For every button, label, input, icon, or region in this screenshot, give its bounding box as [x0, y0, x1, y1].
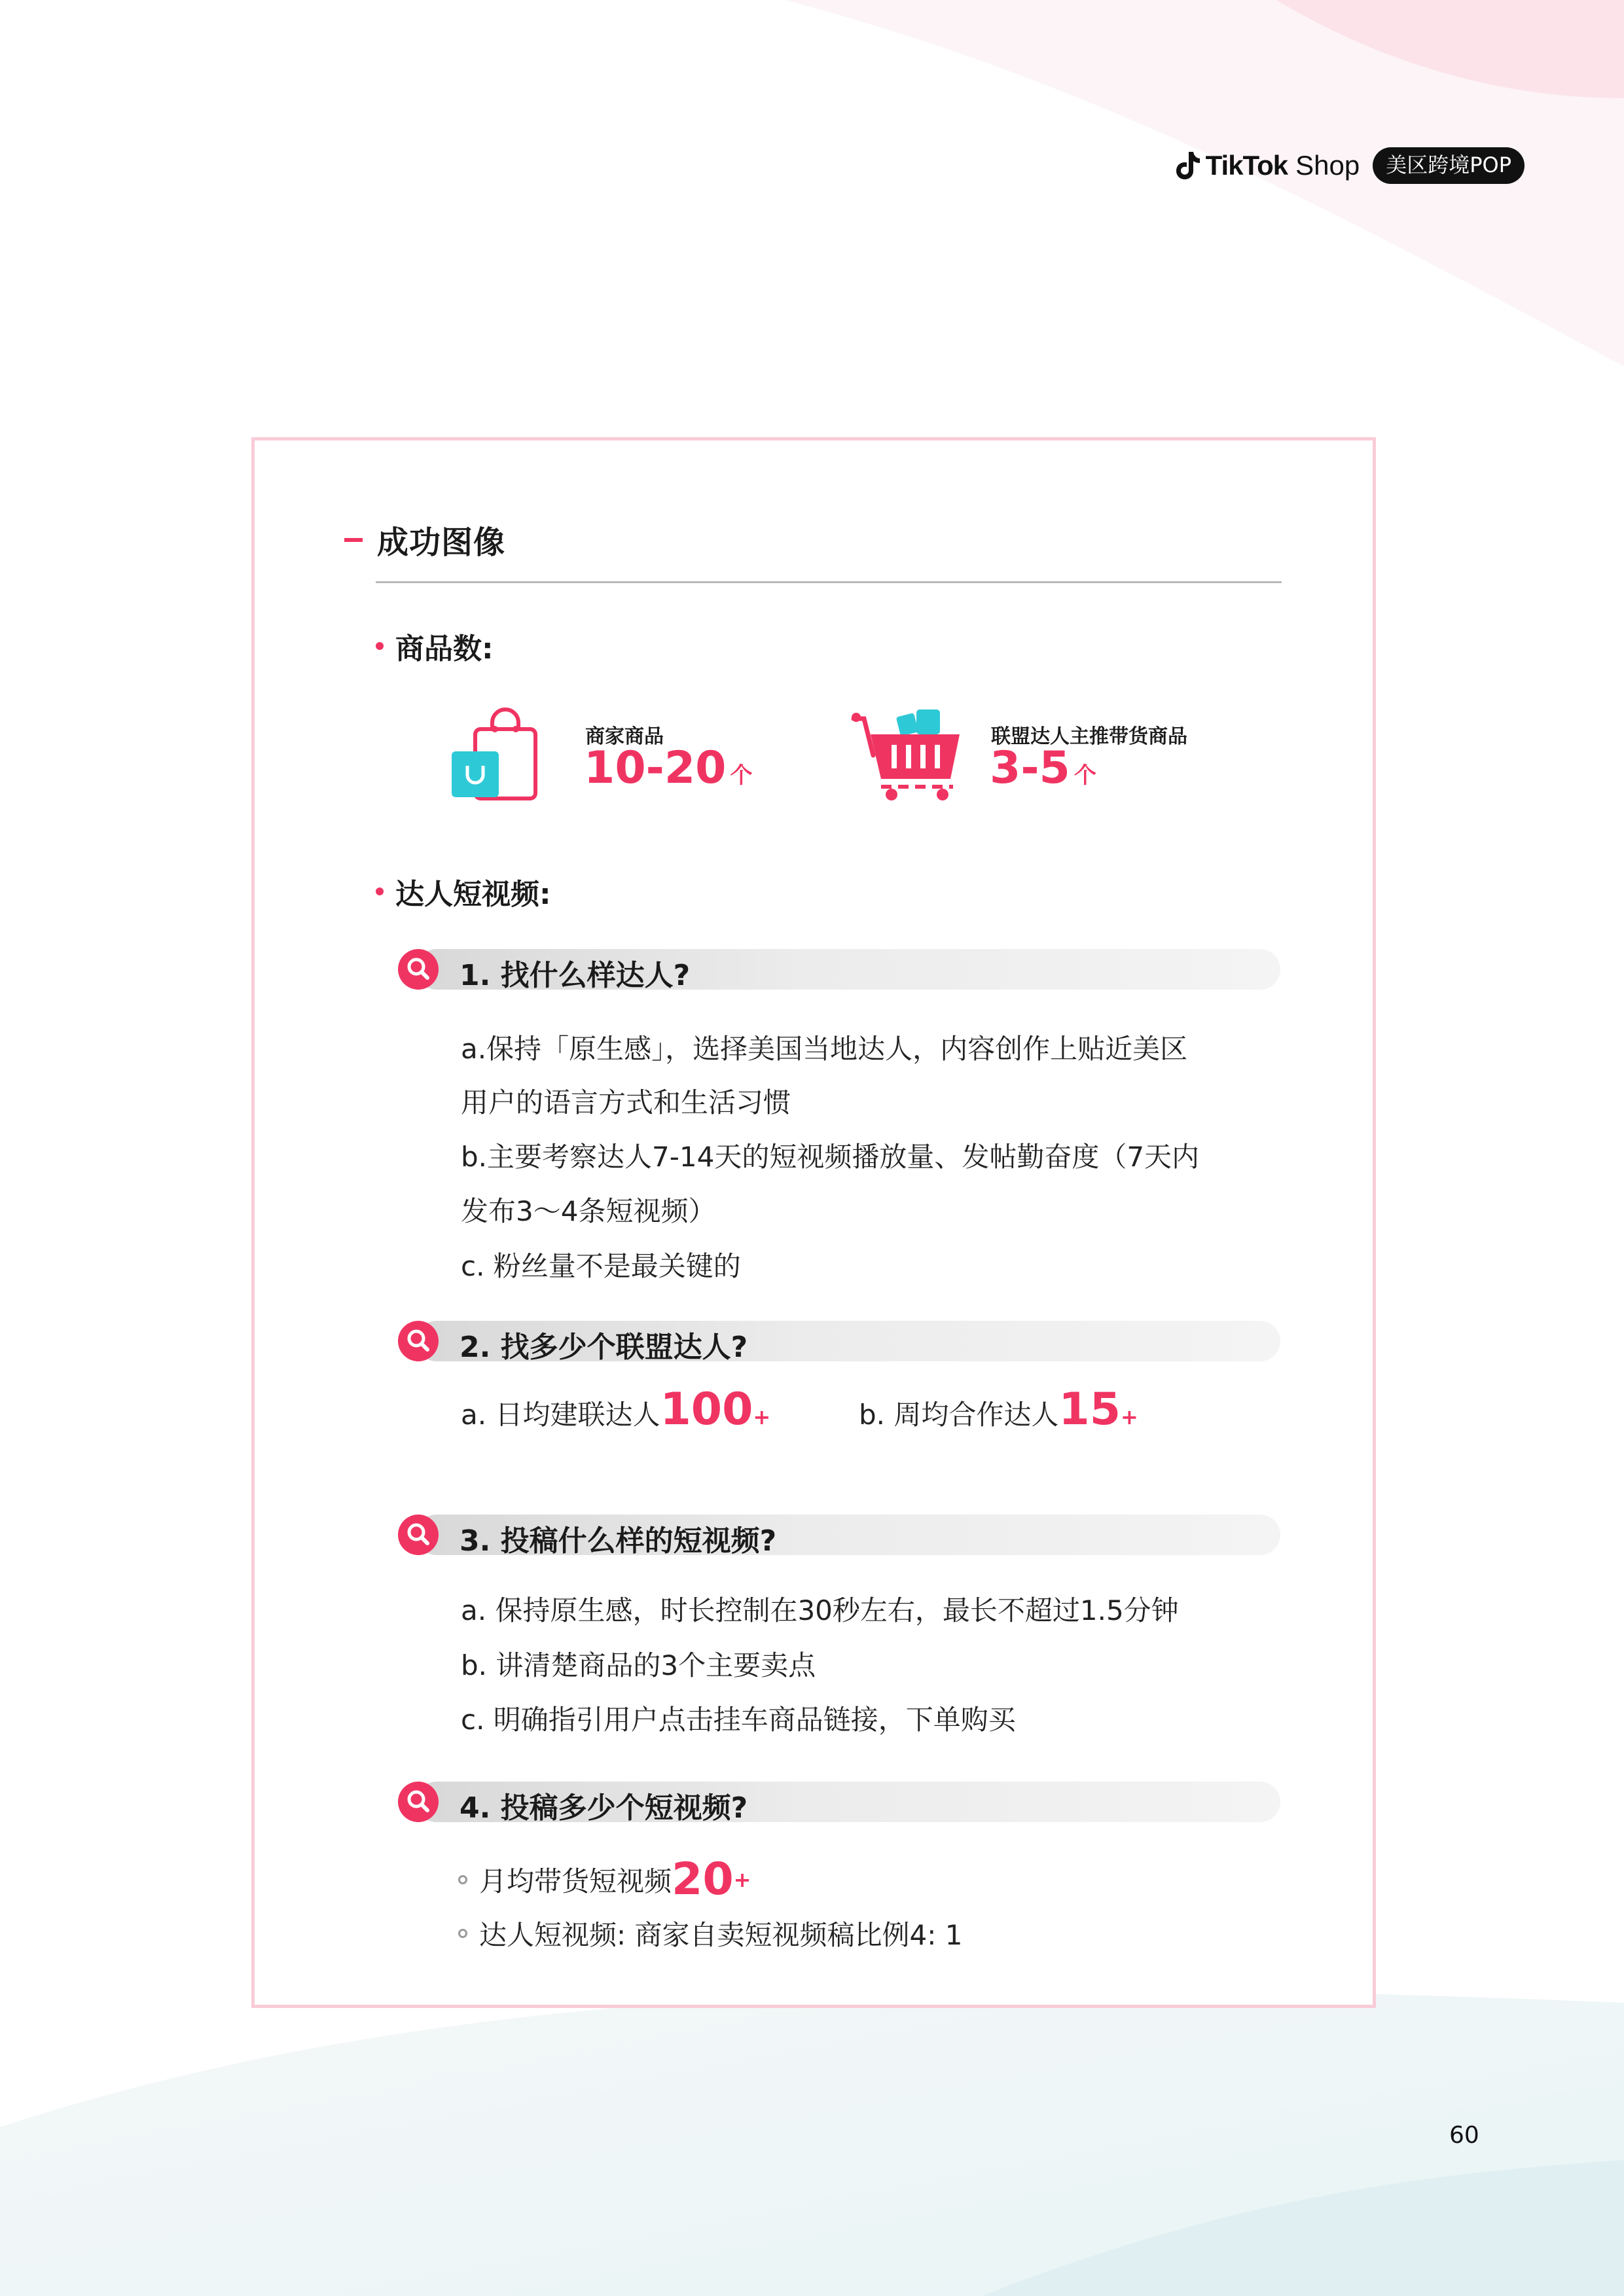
q4-item-2 — [458, 1914, 962, 1953]
q4-item-1-value: 20 — [672, 1854, 734, 1905]
content-frame — [251, 437, 1376, 2008]
page-number: 60 — [1449, 2122, 1479, 2149]
q4-item-1-plus: + — [733, 1867, 751, 1892]
bullet-dot — [376, 888, 384, 895]
affiliate-products-label: 联盟达人主推带货商品 — [991, 725, 1187, 748]
q2-item-b-plus: + — [1121, 1405, 1138, 1429]
question-1-bar — [397, 949, 1280, 990]
q2-item-b — [859, 1384, 1138, 1435]
q1-line-1: a.保持「原生感」，选择美国当地达人，内容创作上贴近美区 — [461, 1033, 1188, 1065]
q1-line-2: 用户的语言方式和生活习惯 — [461, 1086, 791, 1119]
affiliate-products-number: 3-5 — [990, 742, 1070, 794]
sub-bullet-ring — [458, 1875, 467, 1884]
merchant-products-number: 10-20 — [584, 742, 727, 794]
merchant-products-label: 商家商品 — [585, 725, 664, 748]
q2-item-a-plus: + — [753, 1405, 771, 1429]
tiktok-note-icon — [1174, 151, 1200, 181]
q3-line-3: c. 明确指引用户点击挂车商品链接，下单购买 — [461, 1704, 1016, 1736]
q4-item-2-text: 达人短视频: 商家自卖短视频稿比例4: 1 — [479, 1919, 963, 1951]
question-2-bar — [397, 1321, 1280, 1364]
search-icon — [397, 1780, 440, 1823]
brand-header — [1174, 145, 1525, 186]
affiliate-products-unit: 个 — [1074, 762, 1096, 789]
q4-item-1 — [458, 1854, 751, 1905]
affiliate-products-value — [990, 742, 1096, 794]
shopping-cart-icon — [851, 704, 967, 802]
question-3-bar — [397, 1515, 1280, 1558]
title-dash — [344, 538, 363, 542]
q1-line-5: c. 粉丝量不是最关键的 — [461, 1250, 741, 1282]
videos-heading — [376, 870, 551, 912]
q2-item-a-label: a. 日均建联达人 — [461, 1399, 660, 1431]
search-icon — [397, 948, 440, 991]
search-icon — [397, 1513, 440, 1556]
q3-line-1: a. 保持原生感，时长控制在30秒左右，最长不超过1.5分钟 — [461, 1594, 1179, 1626]
question-4-bar — [397, 1782, 1280, 1825]
q2-item-b-label: b. 周均合作达人 — [859, 1399, 1059, 1431]
shopping-bag-icon — [449, 706, 545, 802]
brand-primary: TikTok — [1205, 150, 1288, 181]
brand-secondary: Shop — [1295, 150, 1360, 181]
products-heading — [376, 625, 494, 667]
sub-bullet-ring — [458, 1929, 467, 1938]
q2-item-a-value: 100 — [660, 1384, 753, 1435]
q4-item-1-label: 月均带货短视频 — [479, 1865, 672, 1897]
videos-heading-text: 达人短视频: — [395, 878, 551, 911]
merchant-products-unit: 个 — [730, 762, 753, 789]
question-1-title: 1. 找什么样达人? — [460, 959, 691, 992]
region-badge: 美区跨境POP — [1373, 147, 1525, 184]
products-heading-text: 商品数: — [395, 632, 494, 666]
question-2-title: 2. 找多少个联盟达人? — [460, 1331, 748, 1364]
bullet-dot — [376, 642, 384, 650]
q1-line-4: 发布3～4条短视频） — [461, 1195, 716, 1227]
search-icon — [397, 1319, 440, 1363]
merchant-products-value — [584, 742, 752, 794]
q2-item-a — [461, 1384, 770, 1435]
q1-line-3: b.主要考察达人7-14天的短视频播放量、发帖勤奋度（7天内 — [461, 1141, 1200, 1173]
q3-line-2: b. 讲清楚商品的3个主要卖点 — [461, 1649, 816, 1681]
section-title-text: 成功图像 — [377, 524, 506, 561]
q2-item-b-value: 15 — [1058, 1384, 1121, 1435]
question-3-title: 3. 投稿什么样的短视频? — [460, 1524, 777, 1558]
question-4-title: 4. 投稿多少个短视频? — [460, 1791, 748, 1825]
section-title — [344, 517, 505, 562]
title-divider — [376, 581, 1282, 583]
